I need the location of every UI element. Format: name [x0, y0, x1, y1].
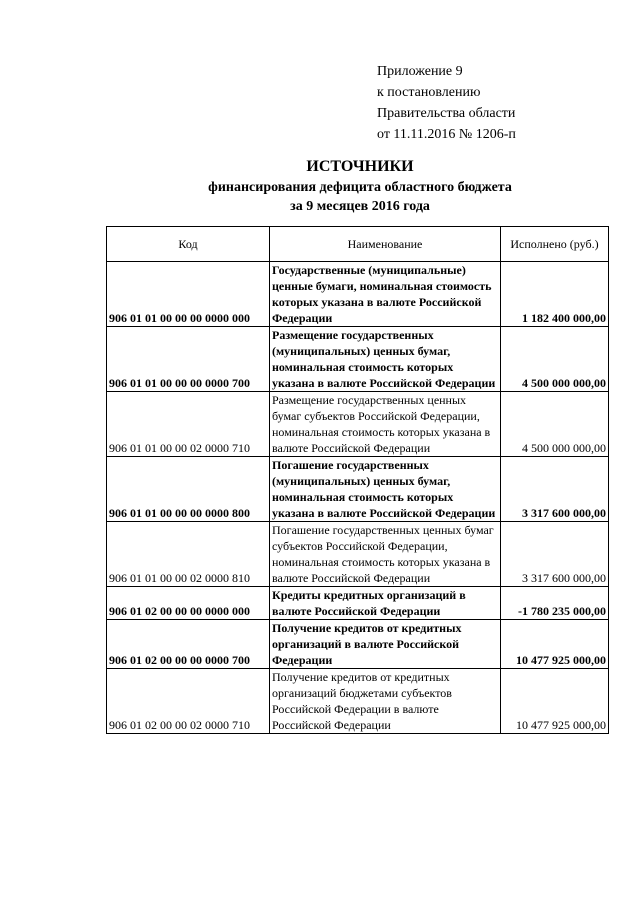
table-row	[107, 457, 609, 522]
row-code: 906 01 01 00 00 00 0000 800	[107, 457, 270, 522]
row-amount: 4 500 000 000,00	[501, 327, 609, 392]
row-code: 906 01 01 00 00 02 0000 810	[107, 522, 270, 587]
row-code: 906 01 02 00 00 00 0000 000	[107, 587, 270, 620]
row-amount: 1 182 400 000,00	[501, 262, 609, 327]
row-name: Получение кредитов от кредитных организаций в валюте Российской Федерации	[270, 620, 501, 669]
row-code: 906 01 02 00 00 02 0000 710	[107, 669, 270, 734]
appendix-line: Приложение 9	[377, 64, 463, 79]
appendix-block	[377, 61, 516, 145]
row-name: Погашение государственных ценных бумаг субъектов Российской Федерации, номинальная стоимость которых указана в валюте Российской Федерации	[270, 522, 501, 587]
row-code: 906 01 01 00 00 02 0000 710	[107, 392, 270, 457]
row-name: Размещение государственных ценных бумаг субъектов Российской Федерации, номинальная стоимость которых указана в валюте Российской Федерации	[270, 392, 501, 457]
column-header-amount: Исполнено (руб.)	[501, 227, 609, 262]
table-row	[107, 392, 609, 457]
document-title: ИСТОЧНИКИ	[306, 158, 414, 175]
column-header-code: Код	[107, 227, 270, 262]
row-name: Кредиты кредитных организаций в валюте Российской Федерации	[270, 587, 501, 620]
row-amount: 4 500 000 000,00	[501, 392, 609, 457]
row-amount: 10 477 925 000,00	[501, 669, 609, 734]
document-period: за 9 месяцев 2016 года	[290, 199, 430, 214]
document-subtitle: финансирования дефицита областного бюджета	[208, 180, 512, 195]
table-row	[107, 327, 609, 392]
table-row	[107, 587, 609, 620]
row-amount: 10 477 925 000,00	[501, 620, 609, 669]
row-code: 906 01 02 00 00 00 0000 700	[107, 620, 270, 669]
table-header-row	[107, 227, 609, 262]
row-name: Размещение государственных (муниципальных) ценных бумаг, номинальная стоимость которых указана в валюте Российской Федерации	[270, 327, 501, 392]
table-row	[107, 620, 609, 669]
appendix-line: от 11.11.2016 № 1206-п	[377, 127, 516, 142]
appendix-line: Правительства области	[377, 106, 516, 121]
row-code: 906 01 01 00 00 00 0000 700	[107, 327, 270, 392]
row-name: Государственные (муниципальные) ценные бумаги, номинальная стоимость которых указана в валюте Российской Федерации	[270, 262, 501, 327]
row-name: Получение кредитов от кредитных организаций бюджетами субъектов Российской Федерации в валюте Российской Федерации	[270, 669, 501, 734]
appendix-line: к постановлению	[377, 85, 481, 100]
row-amount: -1 780 235 000,00	[501, 587, 609, 620]
row-code: 906 01 01 00 00 00 0000 000	[107, 262, 270, 327]
row-name: Погашение государственных (муниципальных) ценных бумаг, номинальная стоимость которых указана в валюте Российской Федерации	[270, 457, 501, 522]
table-row	[107, 262, 609, 327]
table-row	[107, 522, 609, 587]
column-header-name: Наименование	[270, 227, 501, 262]
sources-table	[106, 226, 609, 734]
row-amount: 3 317 600 000,00	[501, 457, 609, 522]
row-amount: 3 317 600 000,00	[501, 522, 609, 587]
table-row	[107, 669, 609, 734]
